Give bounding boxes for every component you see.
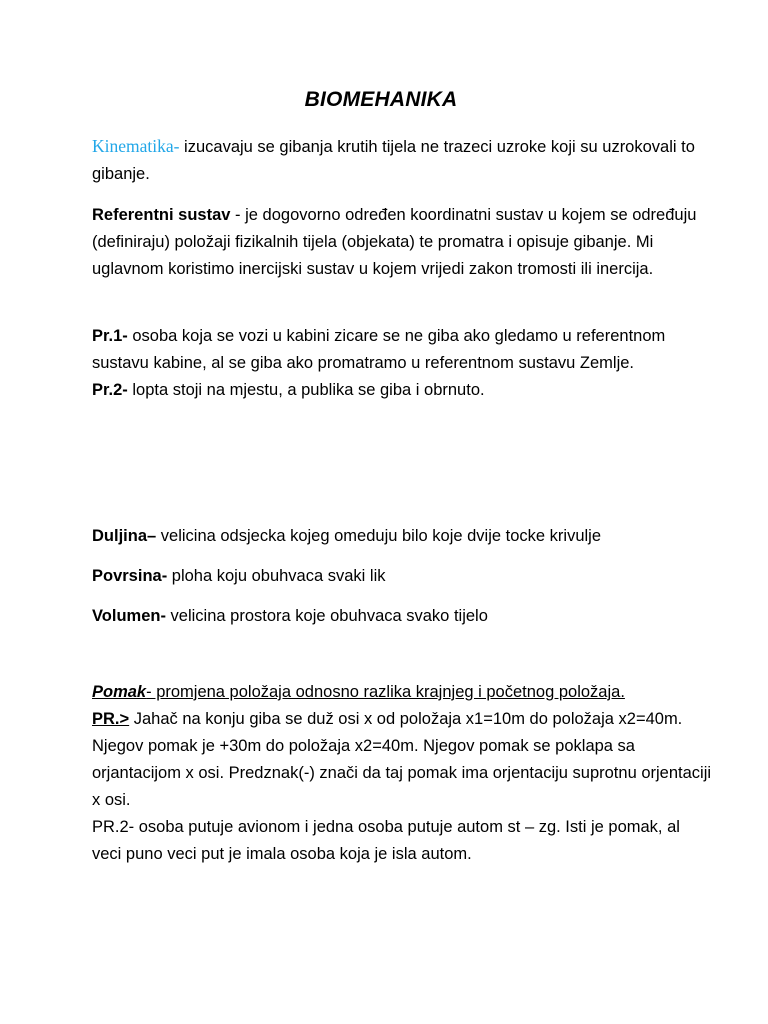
- pr1-text: osoba koja se vozi u kabini zicare se ne giba ako gledamo u referentnom sustavu kabine, al se giba ako promatramo u referentnom sustavu Zemlje.: [92, 327, 666, 372]
- duljina-term: Duljina–: [92, 527, 157, 545]
- document-title: BIOMEHANIKA: [304, 88, 458, 111]
- volumen-text: velicina prostora koje obuhvaca svako tijelo: [165, 607, 488, 625]
- duljina-paragraph: [92, 523, 712, 550]
- povrsina-text: ploha koju obuhvaca svaki lik: [167, 567, 386, 585]
- referentni-text: - je dogovorno određen koordinatni sustav u kojem se određuju (definiraju) položaji fizikalnih tijela (objekata) te promatra i opisuje gibanje. Mi uglavnom koristimo inercijski sustav u kojem vrijedi zakon tromosti ili inercija.: [92, 206, 697, 278]
- kinematika-text: izucavaju se gibanja krutih tijela ne trazeci uzroke koji su uzrokovali to gibanje.: [92, 138, 695, 183]
- pomak-pr-term: PR.>: [92, 710, 130, 728]
- volumen-term: Volumen-: [92, 607, 166, 625]
- kinematika-term: Kinematika-: [92, 136, 180, 156]
- pomak-pr-text: Jahač na konju giba se duž osi x od položaja x1=10m do položaja x2=40m. Njegov pomak je +30m do položaja x2=40m. Njegov pomak se poklapa sa orjantacijom x osi. Predznak(-) znači da taj pomak ima orjentaciju suprotnu orjentaciji x osi.: [92, 710, 712, 809]
- povrsina-paragraph: [92, 563, 712, 590]
- duljina-text: velicina odsjecka kojeg omeduju bilo koje dvije tocke krivulje: [156, 527, 602, 545]
- povrsina-term: Povrsina-: [92, 567, 168, 585]
- pomak-paragraph: [92, 679, 712, 868]
- primjeri-paragraph: [92, 323, 712, 404]
- kinematika-paragraph: [92, 133, 712, 188]
- pr2-term: Pr.2-: [92, 381, 128, 399]
- volumen-paragraph: [92, 603, 712, 630]
- pomak-text: - promjena položaja odnosno razlika krajnjeg i početnog položaja.: [146, 683, 625, 701]
- referentni-term: Referentni sustav: [92, 206, 231, 224]
- referentni-paragraph: [92, 202, 712, 283]
- pomak-term: Pomak: [92, 683, 147, 701]
- pr1-term: Pr.1-: [92, 327, 128, 345]
- pomak-pr2-text: PR.2- osoba putuje avionom i jedna osoba putuje autom st – zg. Isti je pomak, al veci puno veci put je imala osoba koja je isla autom.: [92, 818, 680, 863]
- pr2-text: lopta stoji na mjestu, a publika se giba i obrnuto.: [127, 381, 485, 399]
